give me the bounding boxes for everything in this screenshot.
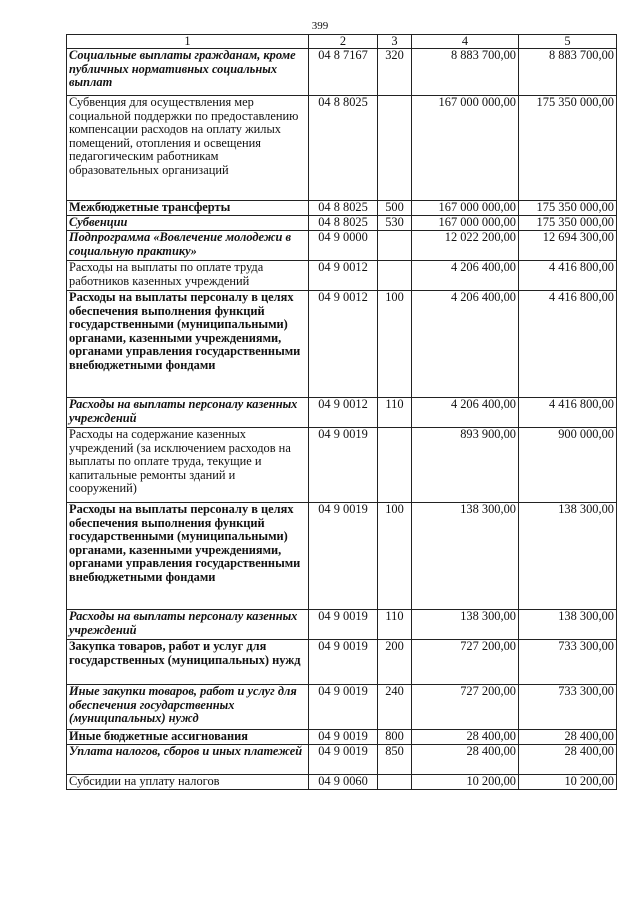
row-expense-type-cell: 530 <box>378 216 412 231</box>
row-name-cell: Иные бюджетные ассигнования <box>67 730 309 745</box>
row-code-cell: 04 9 0012 <box>309 398 378 428</box>
row-expense-type-cell: 800 <box>378 730 412 745</box>
row-code-cell: 04 9 0019 <box>309 730 378 745</box>
row-code-cell: 04 9 0019 <box>309 745 378 775</box>
row-sum-year-2-cell: 28 400,00 <box>519 745 617 775</box>
row-sum-year-2-cell: 28 400,00 <box>519 730 617 745</box>
row-sum-year-2-cell: 175 350 000,00 <box>519 201 617 216</box>
row-name-cell: Межбюджетные трансферты <box>67 201 309 216</box>
table-row <box>67 231 617 261</box>
row-sum-year-1-cell: 727 200,00 <box>412 685 519 730</box>
row-expense-type-cell: 200 <box>378 640 412 685</box>
row-expense-type-cell <box>378 261 412 291</box>
row-sum-year-1-cell: 893 900,00 <box>412 428 519 503</box>
row-expense-type-cell <box>378 775 412 790</box>
row-expense-type-cell: 100 <box>378 291 412 398</box>
table-row <box>67 685 617 730</box>
row-code-cell: 04 8 8025 <box>309 96 378 201</box>
row-name-cell: Расходы на выплаты персоналу в целях обеспечения выполнения функций государственными (муниципальными) органами, казенными учреждениями, органами управления государственными внебюджетными фондами <box>67 291 309 398</box>
row-name-cell: Иные закупки товаров, работ и услуг для обеспечения государственных (муниципальных) нужд <box>67 685 309 730</box>
row-sum-year-1-cell: 138 300,00 <box>412 503 519 610</box>
table-row <box>67 96 617 201</box>
row-sum-year-1-cell: 138 300,00 <box>412 610 519 640</box>
column-header-sum-year-2: 5 <box>519 35 617 49</box>
row-name-cell: Субсидии на уплату налогов <box>67 775 309 790</box>
row-code-cell: 04 9 0012 <box>309 291 378 398</box>
row-sum-year-2-cell: 733 300,00 <box>519 685 617 730</box>
budget-table <box>66 34 617 790</box>
row-name-cell: Субвенции <box>67 216 309 231</box>
table-row <box>67 49 617 96</box>
row-sum-year-1-cell: 12 022 200,00 <box>412 231 519 261</box>
row-sum-year-1-cell: 28 400,00 <box>412 730 519 745</box>
row-code-cell: 04 9 0012 <box>309 261 378 291</box>
row-code-cell: 04 9 0019 <box>309 503 378 610</box>
row-name-cell: Субвенция для осуществления мер социальной поддержки по предоставлению компенсации расходов на оплату жилых помещений, отопления и освещения педагогическим работникам образовательных организаций <box>67 96 309 201</box>
row-name-cell: Закупка товаров, работ и услуг для государственных (муниципальных) нужд <box>67 640 309 685</box>
row-code-cell: 04 9 0019 <box>309 610 378 640</box>
row-name-cell: Расходы на выплаты персоналу казенных учреждений <box>67 610 309 640</box>
table-row <box>67 201 617 216</box>
row-code-cell: 04 8 8025 <box>309 201 378 216</box>
row-name-cell: Расходы на выплаты по оплате труда работников казенных учреждений <box>67 261 309 291</box>
row-sum-year-2-cell: 733 300,00 <box>519 640 617 685</box>
table-row <box>67 291 617 398</box>
column-header-sum-year-1: 4 <box>412 35 519 49</box>
row-sum-year-1-cell: 4 206 400,00 <box>412 291 519 398</box>
row-expense-type-cell: 240 <box>378 685 412 730</box>
row-sum-year-1-cell: 28 400,00 <box>412 745 519 775</box>
row-sum-year-2-cell: 10 200,00 <box>519 775 617 790</box>
row-expense-type-cell: 320 <box>378 49 412 96</box>
row-sum-year-1-cell: 167 000 000,00 <box>412 216 519 231</box>
row-expense-type-cell <box>378 231 412 261</box>
row-expense-type-cell <box>378 428 412 503</box>
row-sum-year-2-cell: 8 883 700,00 <box>519 49 617 96</box>
table-row <box>67 428 617 503</box>
table-row <box>67 610 617 640</box>
row-name-cell: Расходы на выплаты персоналу в целях обеспечения выполнения функций государственными (муниципальными) органами, казенными учреждениями, органами управления государственными внебюджетными фондами <box>67 503 309 610</box>
row-name-cell: Уплата налогов, сборов и иных платежей <box>67 745 309 775</box>
column-header-code: 2 <box>309 35 378 49</box>
row-sum-year-1-cell: 167 000 000,00 <box>412 201 519 216</box>
table-row <box>67 640 617 685</box>
row-code-cell: 04 9 0019 <box>309 685 378 730</box>
column-header-expense-type: 3 <box>378 35 412 49</box>
row-name-cell: Расходы на выплаты персоналу казенных учреждений <box>67 398 309 428</box>
row-sum-year-2-cell: 4 416 800,00 <box>519 261 617 291</box>
table-body <box>67 49 617 790</box>
row-sum-year-1-cell: 10 200,00 <box>412 775 519 790</box>
row-name-cell: Подпрограмма «Вовлечение молодежи в социальную практику» <box>67 231 309 261</box>
row-name-cell: Расходы на содержание казенных учреждений (за исключением расходов на выплаты по оплате труда, текущие и капитальные ремонты зданий и сооружений) <box>67 428 309 503</box>
row-sum-year-1-cell: 167 000 000,00 <box>412 96 519 201</box>
row-sum-year-2-cell: 138 300,00 <box>519 503 617 610</box>
table-row <box>67 503 617 610</box>
row-code-cell: 04 8 7167 <box>309 49 378 96</box>
row-sum-year-2-cell: 12 694 300,00 <box>519 231 617 261</box>
row-sum-year-1-cell: 8 883 700,00 <box>412 49 519 96</box>
row-sum-year-2-cell: 900 000,00 <box>519 428 617 503</box>
row-sum-year-2-cell: 175 350 000,00 <box>519 216 617 231</box>
table-row <box>67 775 617 790</box>
row-sum-year-2-cell: 175 350 000,00 <box>519 96 617 201</box>
row-expense-type-cell <box>378 96 412 201</box>
row-expense-type-cell: 500 <box>378 201 412 216</box>
table-row <box>67 745 617 775</box>
row-code-cell: 04 8 8025 <box>309 216 378 231</box>
row-expense-type-cell: 850 <box>378 745 412 775</box>
row-sum-year-2-cell: 4 416 800,00 <box>519 291 617 398</box>
table-header-row <box>67 35 617 49</box>
table-row <box>67 216 617 231</box>
row-expense-type-cell: 110 <box>378 610 412 640</box>
row-name-cell: Социальные выплаты гражданам, кроме публичных нормативных социальных выплат <box>67 49 309 96</box>
row-code-cell: 04 9 0060 <box>309 775 378 790</box>
row-sum-year-2-cell: 138 300,00 <box>519 610 617 640</box>
row-sum-year-1-cell: 727 200,00 <box>412 640 519 685</box>
row-code-cell: 04 9 0019 <box>309 428 378 503</box>
table-row <box>67 398 617 428</box>
row-sum-year-1-cell: 4 206 400,00 <box>412 261 519 291</box>
row-expense-type-cell: 100 <box>378 503 412 610</box>
table-row <box>67 261 617 291</box>
table-row <box>67 730 617 745</box>
page-number: 399 <box>311 20 329 32</box>
row-expense-type-cell: 110 <box>378 398 412 428</box>
column-header-name: 1 <box>67 35 309 49</box>
row-sum-year-2-cell: 4 416 800,00 <box>519 398 617 428</box>
row-code-cell: 04 9 0000 <box>309 231 378 261</box>
row-sum-year-1-cell: 4 206 400,00 <box>412 398 519 428</box>
row-code-cell: 04 9 0019 <box>309 640 378 685</box>
